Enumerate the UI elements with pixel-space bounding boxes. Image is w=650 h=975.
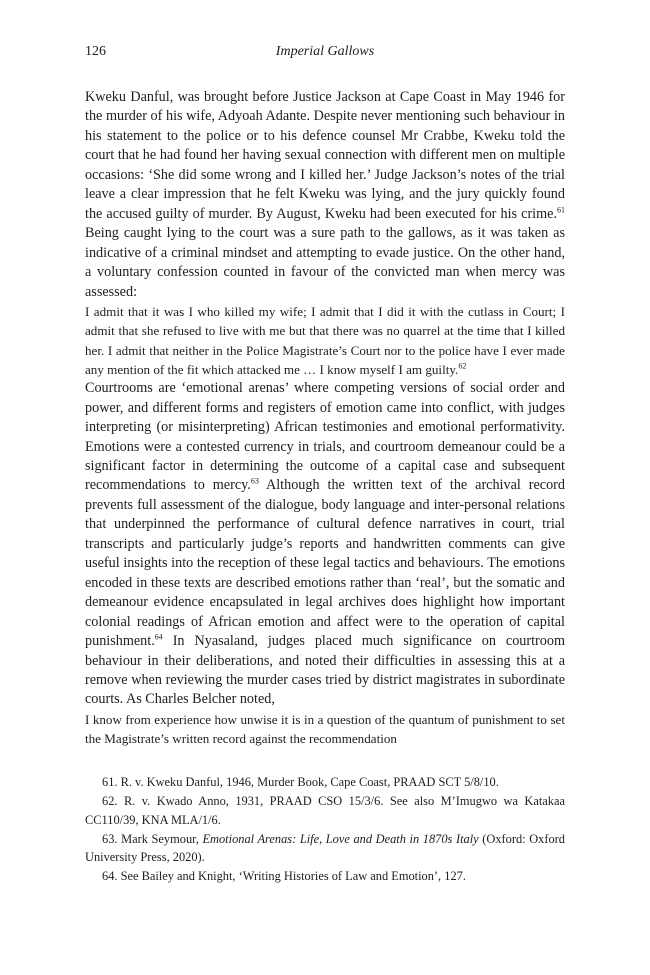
footnote-ref-62[interactable]: 62	[458, 361, 467, 371]
footnote-61	[85, 773, 565, 791]
footnote-ref-61[interactable]: 61	[557, 204, 565, 214]
footnote-text: R. v. Kweku Danful, 1946, Murder Book, Cape Coast, PRAAD SCT 5/8/10.	[117, 775, 499, 789]
paragraph-1-text-a: Kweku Danful, was brought before Justice Jackson at Cape Coast in May 1946 for the murder of his wife, Adyoah Adante. Despite never mentioning such behaviour in his statement to the police or to his defence counsel Mr Crabbe, Kweku told the court that he had found her having sexual connection with different men on multiple occasions: ‘She did some wrong and I killed her.’ Judge Jackson’s notes of the trial leave a clear impression that he felt Kweku was lying, and the jury quickly found the accused guilty of murder. By August, Kweku had been executed for his crime.	[85, 89, 565, 222]
paragraph-2-text-a: Courtrooms are ‘emotional arenas’ where competing versions of social order and power, and different forms and registers of emotion came into conflict, with judges interpreting (or misinterpreting) African testimonies and emotional performativity. Emotions were a contested currency in trials, and courtroom demeanour could be a significant factor in determining the outcome of a capital case and subsequent recommendations to mercy.	[85, 380, 565, 494]
footnote-ref-63[interactable]: 63	[250, 476, 259, 486]
block-quote-2	[85, 710, 565, 749]
footnote-number: 62.	[102, 794, 118, 809]
book-title: Emotional Arenas: Life, Love and Death in 1870s Italy	[202, 831, 479, 846]
paragraph-2	[85, 379, 565, 710]
block-quote-1-text: I admit that it was I who killed my wife; I admit that I did it with the cutlass in Court; I admit that she refused to live with me but that there was no quarrel at the time that I killed her. I admit that neither in the Police Magistrate’s Court nor to the police have I ever made any mention of the fit which attacked me … I know myself I am guilty.	[85, 303, 565, 377]
footnote-63	[85, 830, 565, 867]
footnote-text: Mark Seymour,	[117, 831, 203, 846]
footnote-62	[85, 792, 565, 829]
paragraph-1	[85, 88, 565, 302]
block-quote-1	[85, 302, 565, 379]
footnote-ref-64[interactable]: 64	[154, 632, 163, 642]
footnote-text-tail: (Oxford: Oxford University Press, 2020).	[85, 831, 565, 865]
footnote-number: 64.	[102, 869, 118, 884]
footnote-number: 63.	[102, 831, 118, 846]
paragraph-1-text-b: Being caught lying to the court was a sure path to the gallows, as it was taken as indicative of a criminal mindset and attempting to evade justice. On the other hand, a voluntary confession counted in favour of the convicted man when mercy was assessed:	[85, 225, 565, 300]
main-text	[85, 88, 565, 748]
footnote-64	[85, 867, 565, 885]
block-quote-2-text: I know from experience how unwise it is in a question of the quantum of punishment to set the Magistrate’s written record against the recommendation	[85, 711, 565, 747]
footnote-text: R. v. Kwado Anno, 1931, PRAAD CSO 15/3/6. See also M’Imugwo wa Katakaa CC110/39, KNA MLA/1/6.	[85, 794, 565, 827]
running-title: Imperial Gallows	[275, 44, 375, 59]
paragraph-2-text-c: In Nyasaland, judges placed much significance on courtroom behaviour in their deliberations, and noted their difficulties in assessing this at a remove when reviewing the murder cases tried by district magistrates in subordinate courts. As Charles Belcher noted,	[85, 633, 565, 708]
footnote-text: See Bailey and Knight, ‘Writing Histories of Law and Emotion’, 127.	[117, 869, 466, 884]
paragraph-2-text-b: Although the written text of the archival record prevents full assessment of the dialogue, body language and inter-personal relations that underpinned the performance of cultural defence narratives in court, trial transcripts and particularly judge’s reports and handwritten comments can give useful insights into the reception of these legal tactics and behaviours. The emotions encoded in these texts are described emotions rather than ‘real’, but the somatic and demeanour evidence encapsulated in legal archives does highlight how important colonial readings of African emotion and affect were to the operation of capital punishment.	[85, 477, 565, 650]
page-number: 126	[85, 44, 106, 59]
footnotes	[85, 773, 565, 887]
footnote-number: 61.	[102, 775, 118, 789]
running-header	[85, 44, 565, 64]
